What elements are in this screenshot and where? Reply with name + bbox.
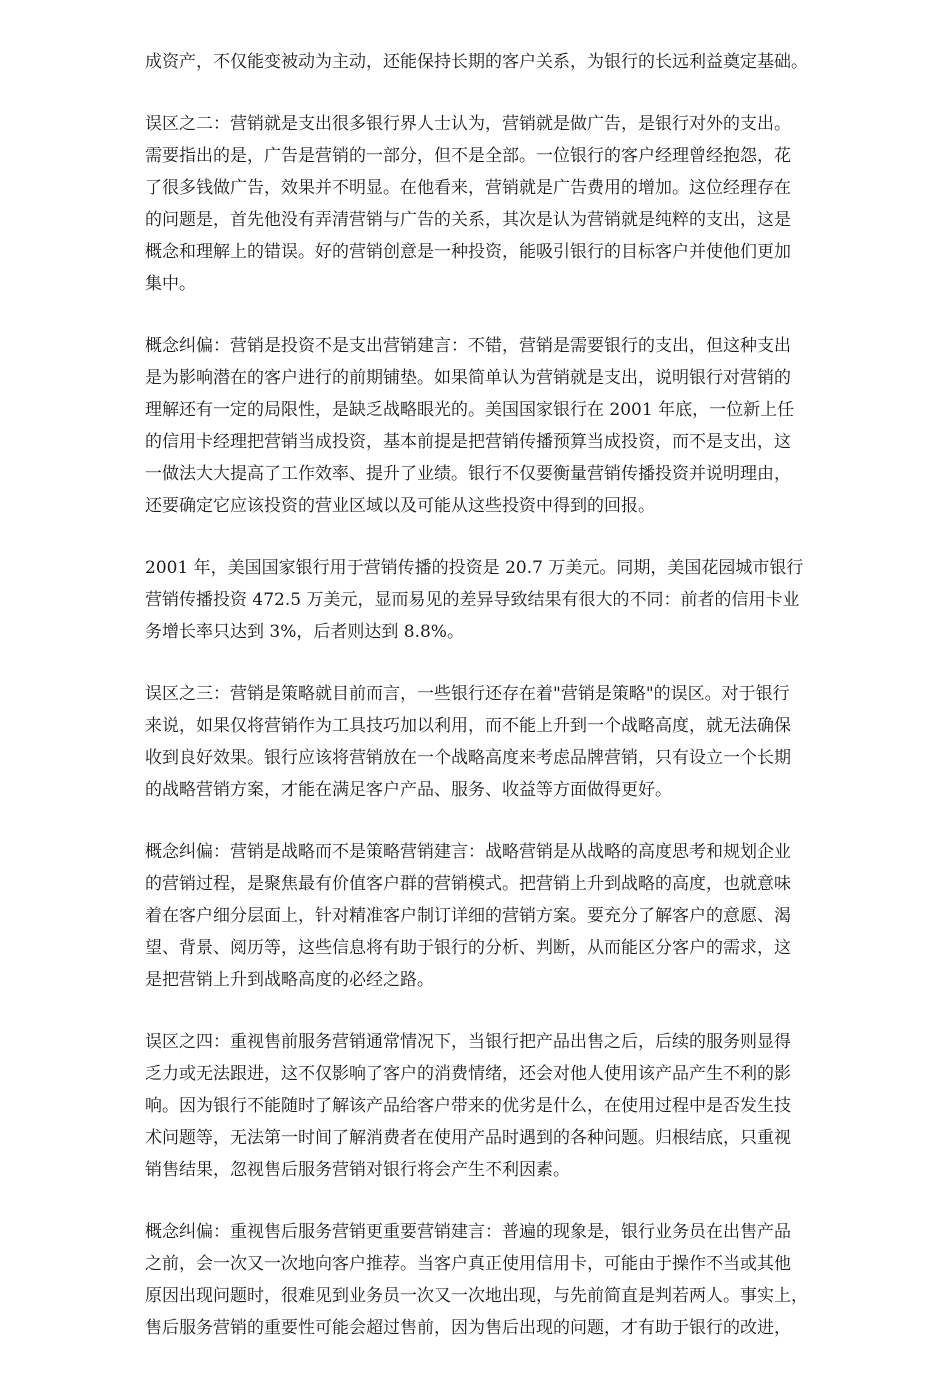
text-line: 是为影响潜在的客户进行的前期铺垫。如果简单认为营销就是支出，说明银行对营销的 bbox=[145, 368, 791, 388]
text-line: 务增长率只达到 3%，后者则达到 8.8%。 bbox=[145, 622, 464, 642]
text-line: 之前，会一次又一次地向客户推荐。当客户真正使用信用卡，可能由于操作不当或其他 bbox=[145, 1254, 791, 1274]
text-line: 望、背景、阅历等，这些信息将有助于银行的分析、判断，从而能区分客户的需求，这 bbox=[145, 938, 791, 958]
text-line: 还要确定它应该投资的营业区域以及可能从这些投资中得到的回报。 bbox=[145, 496, 655, 516]
text-line: 来说，如果仅将营销作为工具技巧加以利用，而不能上升到一个战略高度，就无法确保 bbox=[145, 716, 791, 736]
text-line: 一做法大大提高了工作效率、提升了业绩。银行不仅要衡量营销传播投资并说明理由， bbox=[145, 464, 791, 484]
text-line: 销售结果，忽视售后服务营销对银行将会产生不利因素。 bbox=[145, 1160, 570, 1180]
text-line: 概念纠偏：营销是投资不是支出营销建言：不错，营销是需要银行的支出，但这种支出 bbox=[145, 336, 791, 356]
text-line: 着在客户细分层面上，针对精准客户制订详细的营销方案。要充分了解客户的意愿、渴 bbox=[145, 906, 791, 926]
text-line: 收到良好效果。银行应该将营销放在一个战略高度来考虑品牌营销，只有设立一个长期 bbox=[145, 748, 791, 768]
text-line: 概念纠偏：营销是战略而不是策略营销建言：战略营销是从战略的高度思考和规划企业 bbox=[145, 842, 791, 862]
paragraph-5 bbox=[145, 678, 880, 806]
text-line: 概念和理解上的错误。好的营销创意是一种投资，能吸引银行的目标客户并使他们更加 bbox=[145, 242, 791, 262]
text-line: 概念纠偏：重视售后服务营销更重要营销建言：普遍的现象是，银行业务员在出售产品 bbox=[145, 1222, 791, 1242]
paragraph-7 bbox=[145, 1026, 880, 1186]
text-line: 了很多钱做广告，效果并不明显。在他看来，营销就是广告费用的增加。这位经理存在 bbox=[145, 178, 791, 198]
text-line: 乏力或无法跟进，这不仅影响了客户的消费情绪，还会对他人使用该产品产生不利的影 bbox=[145, 1064, 791, 1084]
text-line: 误区之三：营销是策略就目前而言，一些银行还存在着"营销是策略"的误区。对于银行 bbox=[145, 684, 790, 704]
paragraph-6 bbox=[145, 836, 880, 996]
text-line: 原因出现问题时，很难见到业务员一次又一次地出现，与先前简直是判若两人。事实上， bbox=[145, 1286, 808, 1306]
text-line: 响。因为银行不能随时了解该产品给客户带来的优劣是什么，在使用过程中是否发生技 bbox=[145, 1096, 791, 1116]
text-line: 需要指出的是，广告是营销的一部分，但不是全部。一位银行的客户经理曾经抱怨，花 bbox=[145, 146, 791, 166]
paragraph-1 bbox=[145, 46, 880, 78]
paragraph-8 bbox=[145, 1216, 880, 1344]
text-line: 售后服务营销的重要性可能会超过售前，因为售后出现的问题，才有助于银行的改进， bbox=[145, 1318, 791, 1338]
text-line: 理解还有一定的局限性，是缺乏战略眼光的。美国国家银行在 2001 年底，一位新上任 bbox=[145, 400, 795, 420]
text-line: 误区之二：营销就是支出很多银行界人士认为，营销就是做广告，是银行对外的支出。 bbox=[145, 114, 791, 134]
text-line: 的营销过程，是聚焦最有价值客户群的营销模式。把营销上升到战略的高度，也就意味 bbox=[145, 874, 791, 894]
text-line: 2001 年，美国国家银行用于营销传播的投资是 20.7 万美元。同期，美国花园城市银行 bbox=[145, 558, 804, 578]
text-line: 误区之四：重视售前服务营销通常情况下，当银行把产品出售之后，后续的服务则显得 bbox=[145, 1032, 791, 1052]
text-line: 成资产，不仅能变被动为主动，还能保持长期的客户关系，为银行的长远利益奠定基础。 bbox=[145, 52, 808, 72]
paragraph-3 bbox=[145, 330, 880, 522]
paragraph-4 bbox=[145, 552, 880, 648]
text-line: 的问题是，首先他没有弄清营销与广告的关系，其次是认为营销就是纯粹的支出，这是 bbox=[145, 210, 791, 230]
text-line: 的信用卡经理把营销当成投资，基本前提是把营销传播预算当成投资，而不是支出，这 bbox=[145, 432, 791, 452]
text-line: 术问题等，无法第一时间了解消费者在使用产品时遇到的各种问题。归根结底，只重视 bbox=[145, 1128, 791, 1148]
text-line: 的战略营销方案，才能在满足客户产品、服务、收益等方面做得更好。 bbox=[145, 780, 672, 800]
text-line: 集中。 bbox=[145, 274, 196, 294]
paragraph-2 bbox=[145, 108, 880, 300]
text-line: 营销传播投资 472.5 万美元，显而易见的差异导致结果有很大的不同：前者的信用卡业 bbox=[145, 590, 800, 610]
document-body bbox=[145, 46, 880, 1374]
text-line: 是把营销上升到战略高度的必经之路。 bbox=[145, 970, 434, 990]
